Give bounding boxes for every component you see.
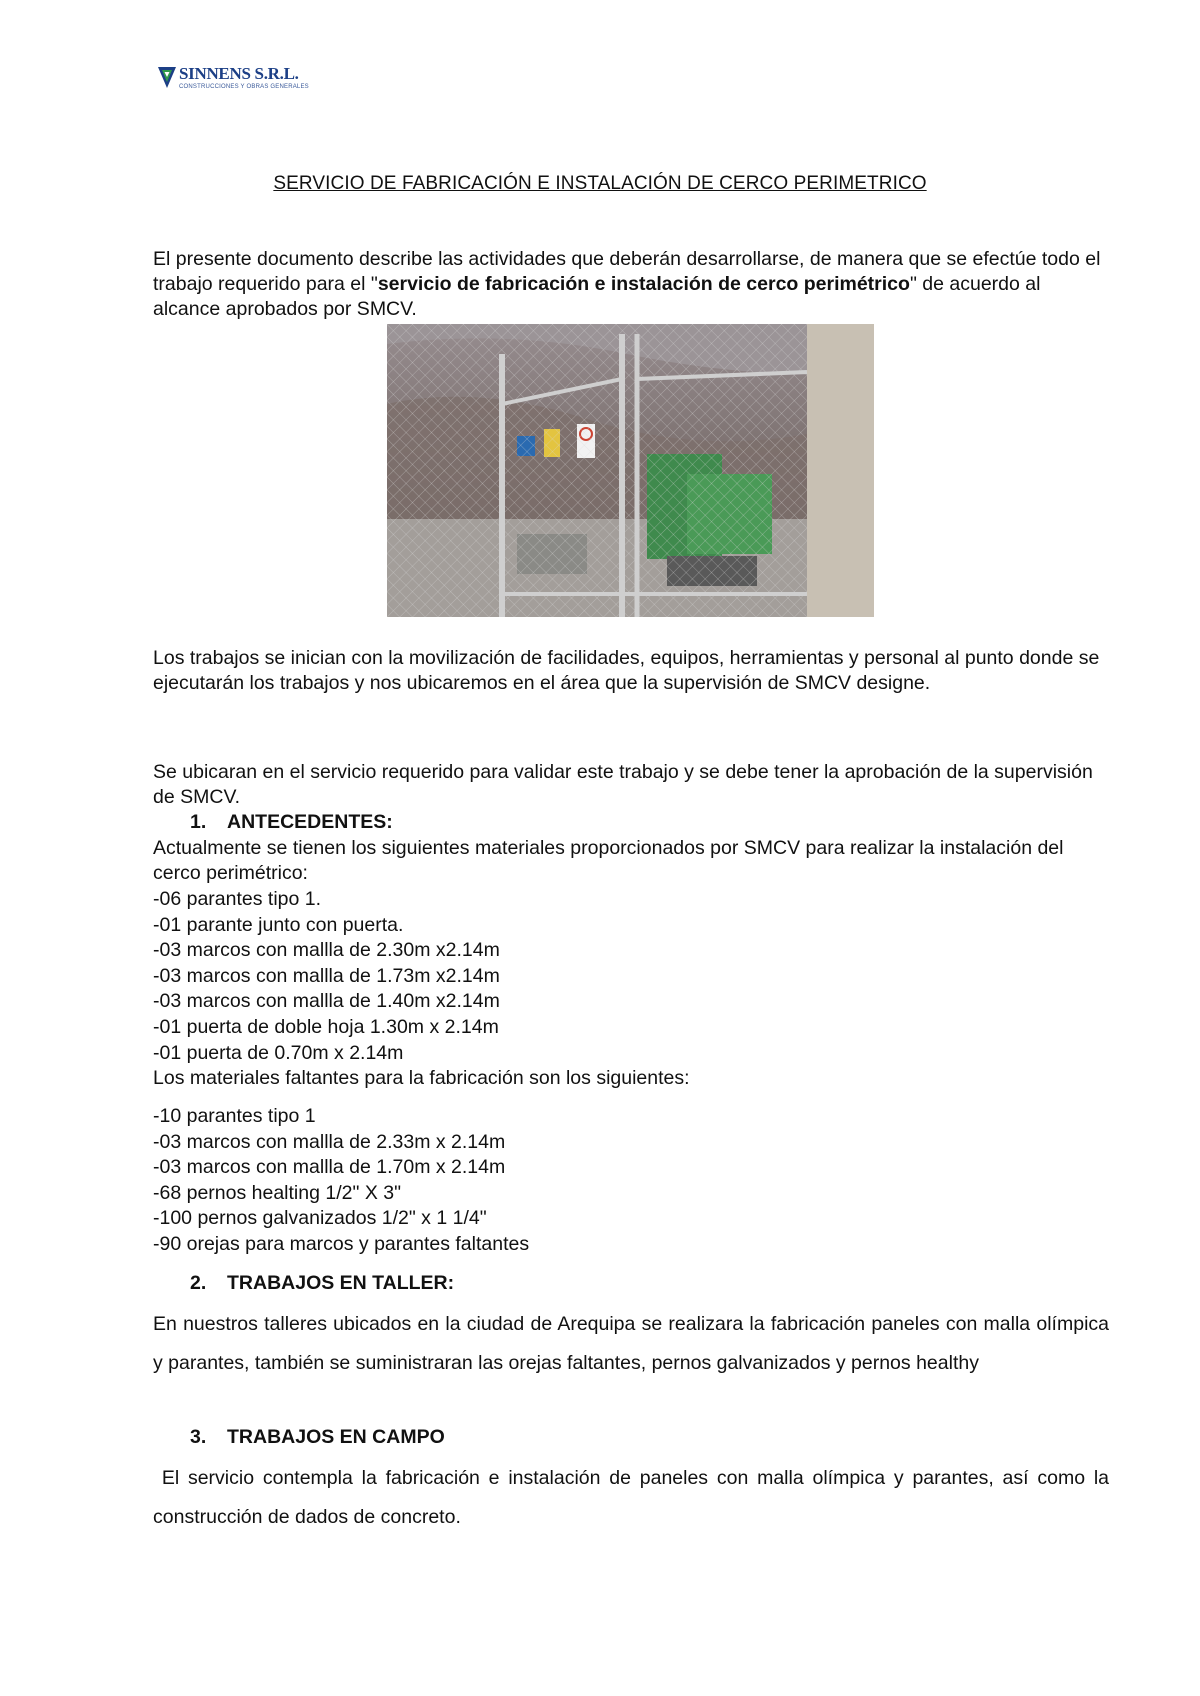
intro-text-after: " de acuerdo al alcance aprobados por SMCV. [153, 273, 1041, 320]
company-logo [157, 64, 307, 98]
list-item: -90 orejas para marcos y parantes faltantes [153, 1232, 530, 1255]
fence-photo-icon [387, 324, 874, 617]
list-item: -06 parantes tipo 1. [153, 888, 322, 910]
approval-paragraph: Se ubicaran en el servicio requerido para validar este trabajo y se debe tener la aprobación de la supervisión de SMCV. [153, 761, 1093, 808]
section-3-heading [190, 1426, 445, 1449]
section-2-text: En nuestros talleres ubicados en la ciudad de Arequipa se realizara la fabricación paneles con malla olímpica y parantes, también se suministraran las orejas faltantes, pernos galvanizados y pernos healthy [153, 1313, 1109, 1374]
missing-materials-intro: Los materiales faltantes para la fabricación son los siguientes: [153, 1067, 690, 1090]
mobilization-paragraph: Los trabajos se inician con la movilización de facilidades, equipos, herramientas y personal al punto donde se ejecutarán los trabajos y nos ubicaremos en el área que la supervisión de SMCV designe. [153, 647, 1100, 694]
list-item: -03 marcos con mallla de 1.70m x 2.14m [153, 1156, 506, 1179]
fence-photo [387, 324, 874, 617]
list-item: -03 marcos con mallla de 2.30m x2.14m [153, 939, 500, 962]
section-3-number: 3. [190, 1426, 207, 1448]
existing-materials-list [153, 887, 690, 1092]
list-item: -01 parante junto con puerta. [153, 913, 404, 936]
list-item: -10 parantes tipo 1 [153, 1105, 316, 1127]
section-1-title: ANTECEDENTES: [227, 811, 393, 833]
section-2-title: TRABAJOS EN TALLER: [227, 1272, 455, 1294]
section-1-number: 1. [190, 811, 207, 833]
intro-paragraph [153, 247, 1113, 322]
missing-materials-list [153, 1104, 529, 1258]
section-2-number: 2. [190, 1272, 207, 1294]
section-1-heading [190, 811, 393, 834]
list-item: -01 puerta de doble hoja 1.30m x 2.14m [153, 1015, 499, 1038]
list-item: -68 pernos healting 1/2" X 3" [153, 1181, 402, 1204]
list-item: -100 pernos galvanizados 1/2" x 1 1/4" [153, 1207, 487, 1230]
list-item: -01 puerta de 0.70m x 2.14m [153, 1041, 404, 1064]
document-title: SERVICIO DE FABRICACIÓN E INSTALACIÓN DE CERCO PERIMETRICO [273, 173, 927, 194]
section-1-intro: Actualmente se tienen los siguientes materiales proporcionados por SMCV para realizar la instalación del cerco perimétrico: [153, 837, 1064, 884]
section-3-title: TRABAJOS EN CAMPO [227, 1426, 445, 1448]
intro-service-name: servicio de fabricación e instalación de cerco perimétrico [377, 273, 910, 295]
intro-text-before: El presente documento describe las actividades que deberán desarrollarse, de manera que se efectúe todo el trabajo requerido para el " [153, 248, 1101, 295]
list-item: -03 marcos con mallla de 1.73m x2.14m [153, 964, 500, 987]
section-2-heading [190, 1272, 454, 1295]
section-3-text: El servicio contempla la fabricación e instalación de paneles con malla olímpica y parantes, así como la construcción de dados de concreto. [153, 1467, 1115, 1528]
list-item: -03 marcos con mallla de 1.40m x2.14m [153, 990, 500, 1013]
logo-tagline: CONSTRUCCIONES Y OBRAS GENERALES [179, 84, 309, 90]
logo-mark-icon [157, 64, 177, 90]
logo-name: SINNENS S.R.L. [179, 64, 299, 83]
list-item: -03 marcos con mallla de 2.33m x 2.14m [153, 1130, 506, 1153]
